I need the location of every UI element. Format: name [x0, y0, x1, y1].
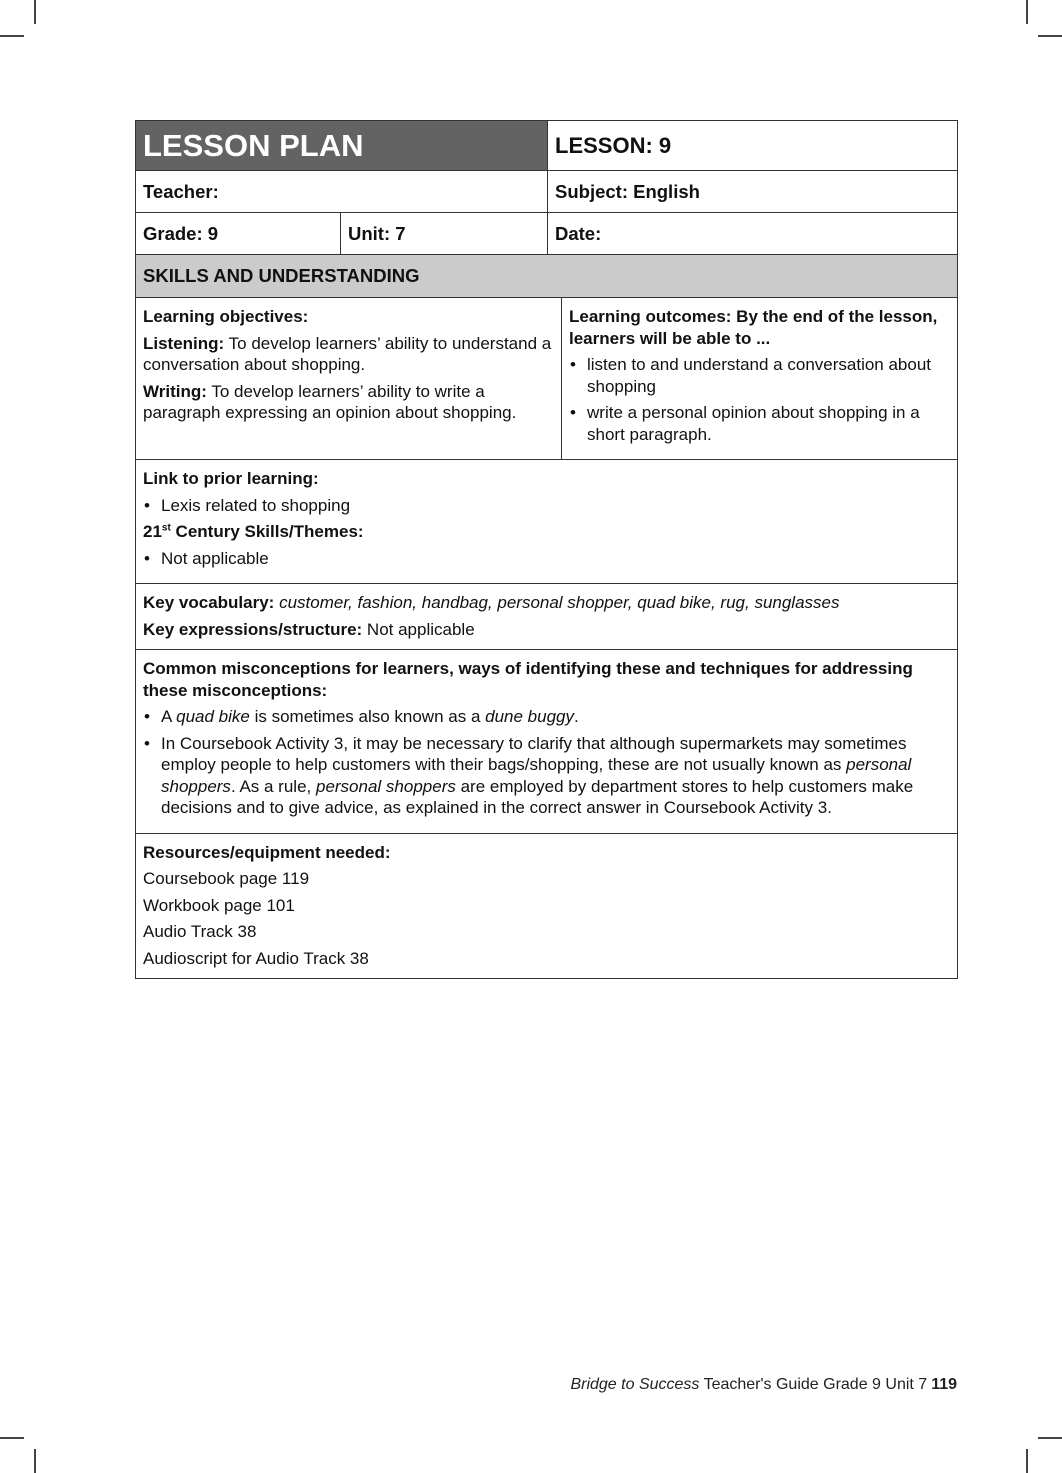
- vocab-line: [143, 592, 950, 614]
- list-item: • Not applicable: [143, 548, 950, 570]
- text: quad bike: [176, 707, 250, 726]
- objectives-heading: Learning objectives:: [143, 307, 309, 326]
- century-number: 21: [143, 522, 162, 541]
- writing-objective: [143, 381, 554, 424]
- writing-text: To develop learners’ ability to write a paragraph expressing an opinion about shopping.: [143, 381, 517, 422]
- text: are employed by department stores to help customers make decisions and to give advice, as explained in the correct answer in Coursebook Activity 3.: [161, 776, 914, 817]
- text: A: [161, 707, 177, 726]
- lesson-number: LESSON: 9: [547, 121, 957, 170]
- resources-row: [136, 834, 957, 979]
- resource-item: Audioscript for Audio Track 38: [143, 948, 369, 968]
- grade-unit-date-row: [136, 213, 957, 255]
- resources-heading: Resources/equipment needed:: [143, 842, 391, 862]
- text: In Coursebook Activity 3, it may be necessary to clarify that although supermarkets may sometimes employ people to help customers with their bags/shopping, these are not usually known as: [161, 733, 907, 774]
- vocab-label: Key vocabulary:: [143, 593, 275, 612]
- misconceptions-row: [136, 650, 957, 834]
- misconceptions-list: [143, 706, 950, 819]
- listening-objective: [143, 333, 554, 376]
- list-item: • write a personal opinion about shopping in a short paragraph.: [569, 402, 950, 445]
- resource-item: Coursebook page 119: [143, 869, 310, 888]
- crop-mark: [1038, 1437, 1062, 1439]
- guide-text: Teacher's Guide Grade 9 Unit 7: [699, 1376, 928, 1393]
- book-title: Bridge to Success: [570, 1376, 700, 1393]
- crop-mark: [34, 1449, 36, 1473]
- lesson-plan-table: [135, 120, 958, 979]
- text: . As a rule,: [230, 776, 316, 796]
- crop-mark: [0, 1437, 24, 1439]
- objectives-outcomes-row: [136, 298, 957, 460]
- prior-learning: [136, 460, 957, 583]
- prior-list: [143, 495, 950, 517]
- outcomes-list: [569, 354, 950, 445]
- list-item: • Lexis related to shopping: [143, 495, 950, 517]
- crop-mark: [34, 0, 36, 24]
- learning-objectives: [136, 298, 561, 459]
- list-item: [143, 706, 950, 728]
- century-suffix: st: [161, 522, 171, 534]
- unit-field: Unit: 7: [340, 213, 547, 254]
- text: is sometimes also known as a: [249, 707, 486, 726]
- teacher-field: Teacher:: [143, 180, 219, 202]
- skills-heading-row: [136, 255, 957, 298]
- crop-mark: [1038, 35, 1062, 37]
- grade-field: Grade: 9: [143, 222, 219, 244]
- teacher-subject-row: [136, 171, 957, 213]
- resources: [136, 834, 957, 979]
- page-number: 119: [931, 1376, 957, 1393]
- text: .: [574, 707, 579, 726]
- header-row: [136, 121, 957, 171]
- crop-mark: [0, 35, 24, 37]
- century-list: [143, 548, 950, 570]
- outcomes-heading: Learning outcomes: By the end of the lesson, learners will be able to ...: [569, 307, 938, 348]
- text: personal shoppers: [315, 776, 456, 796]
- writing-label: Writing:: [143, 381, 207, 401]
- misconceptions: [136, 650, 957, 833]
- expressions-value: Not applicable: [362, 619, 475, 639]
- text: dune buggy: [485, 707, 574, 726]
- lesson-plan-title: LESSON PLAN: [136, 121, 547, 170]
- list-item: • listen to and understand a conversation about shopping: [569, 354, 950, 397]
- misconceptions-heading: Common misconceptions for learners, ways of identifying these and techniques for addressing these misconceptions:: [143, 659, 913, 700]
- date-field: Date:: [547, 213, 957, 254]
- vocab-words: customer, fashion, handbag, personal shopper, quad bike, rug, sunglasses: [274, 593, 840, 612]
- skills-heading: SKILLS AND UNDERSTANDING: [143, 265, 420, 286]
- listening-text: To develop learners’ ability to understand a conversation about shopping.: [143, 333, 552, 374]
- listening-label: Listening:: [143, 333, 225, 353]
- prior-learning-row: [136, 460, 957, 584]
- text: personal shoppers: [161, 755, 912, 796]
- list-item: [143, 733, 950, 819]
- expressions-line: [143, 619, 950, 641]
- learning-outcomes: [561, 298, 957, 459]
- century-label: Century Skills/Themes:: [170, 522, 364, 541]
- resource-item: Audio Track 38: [143, 922, 257, 941]
- vocabulary-row: [136, 584, 957, 650]
- crop-mark: [1026, 0, 1028, 24]
- key-vocabulary: [136, 584, 957, 649]
- century-skills-heading: [143, 521, 950, 543]
- crop-mark: [1026, 1449, 1028, 1473]
- resource-item: Workbook page 101: [143, 895, 295, 915]
- page-footer: [570, 1376, 957, 1394]
- prior-heading: Link to prior learning:: [143, 469, 319, 488]
- subject-field: Subject: English: [547, 171, 957, 212]
- expressions-label: Key expressions/structure:: [143, 619, 363, 639]
